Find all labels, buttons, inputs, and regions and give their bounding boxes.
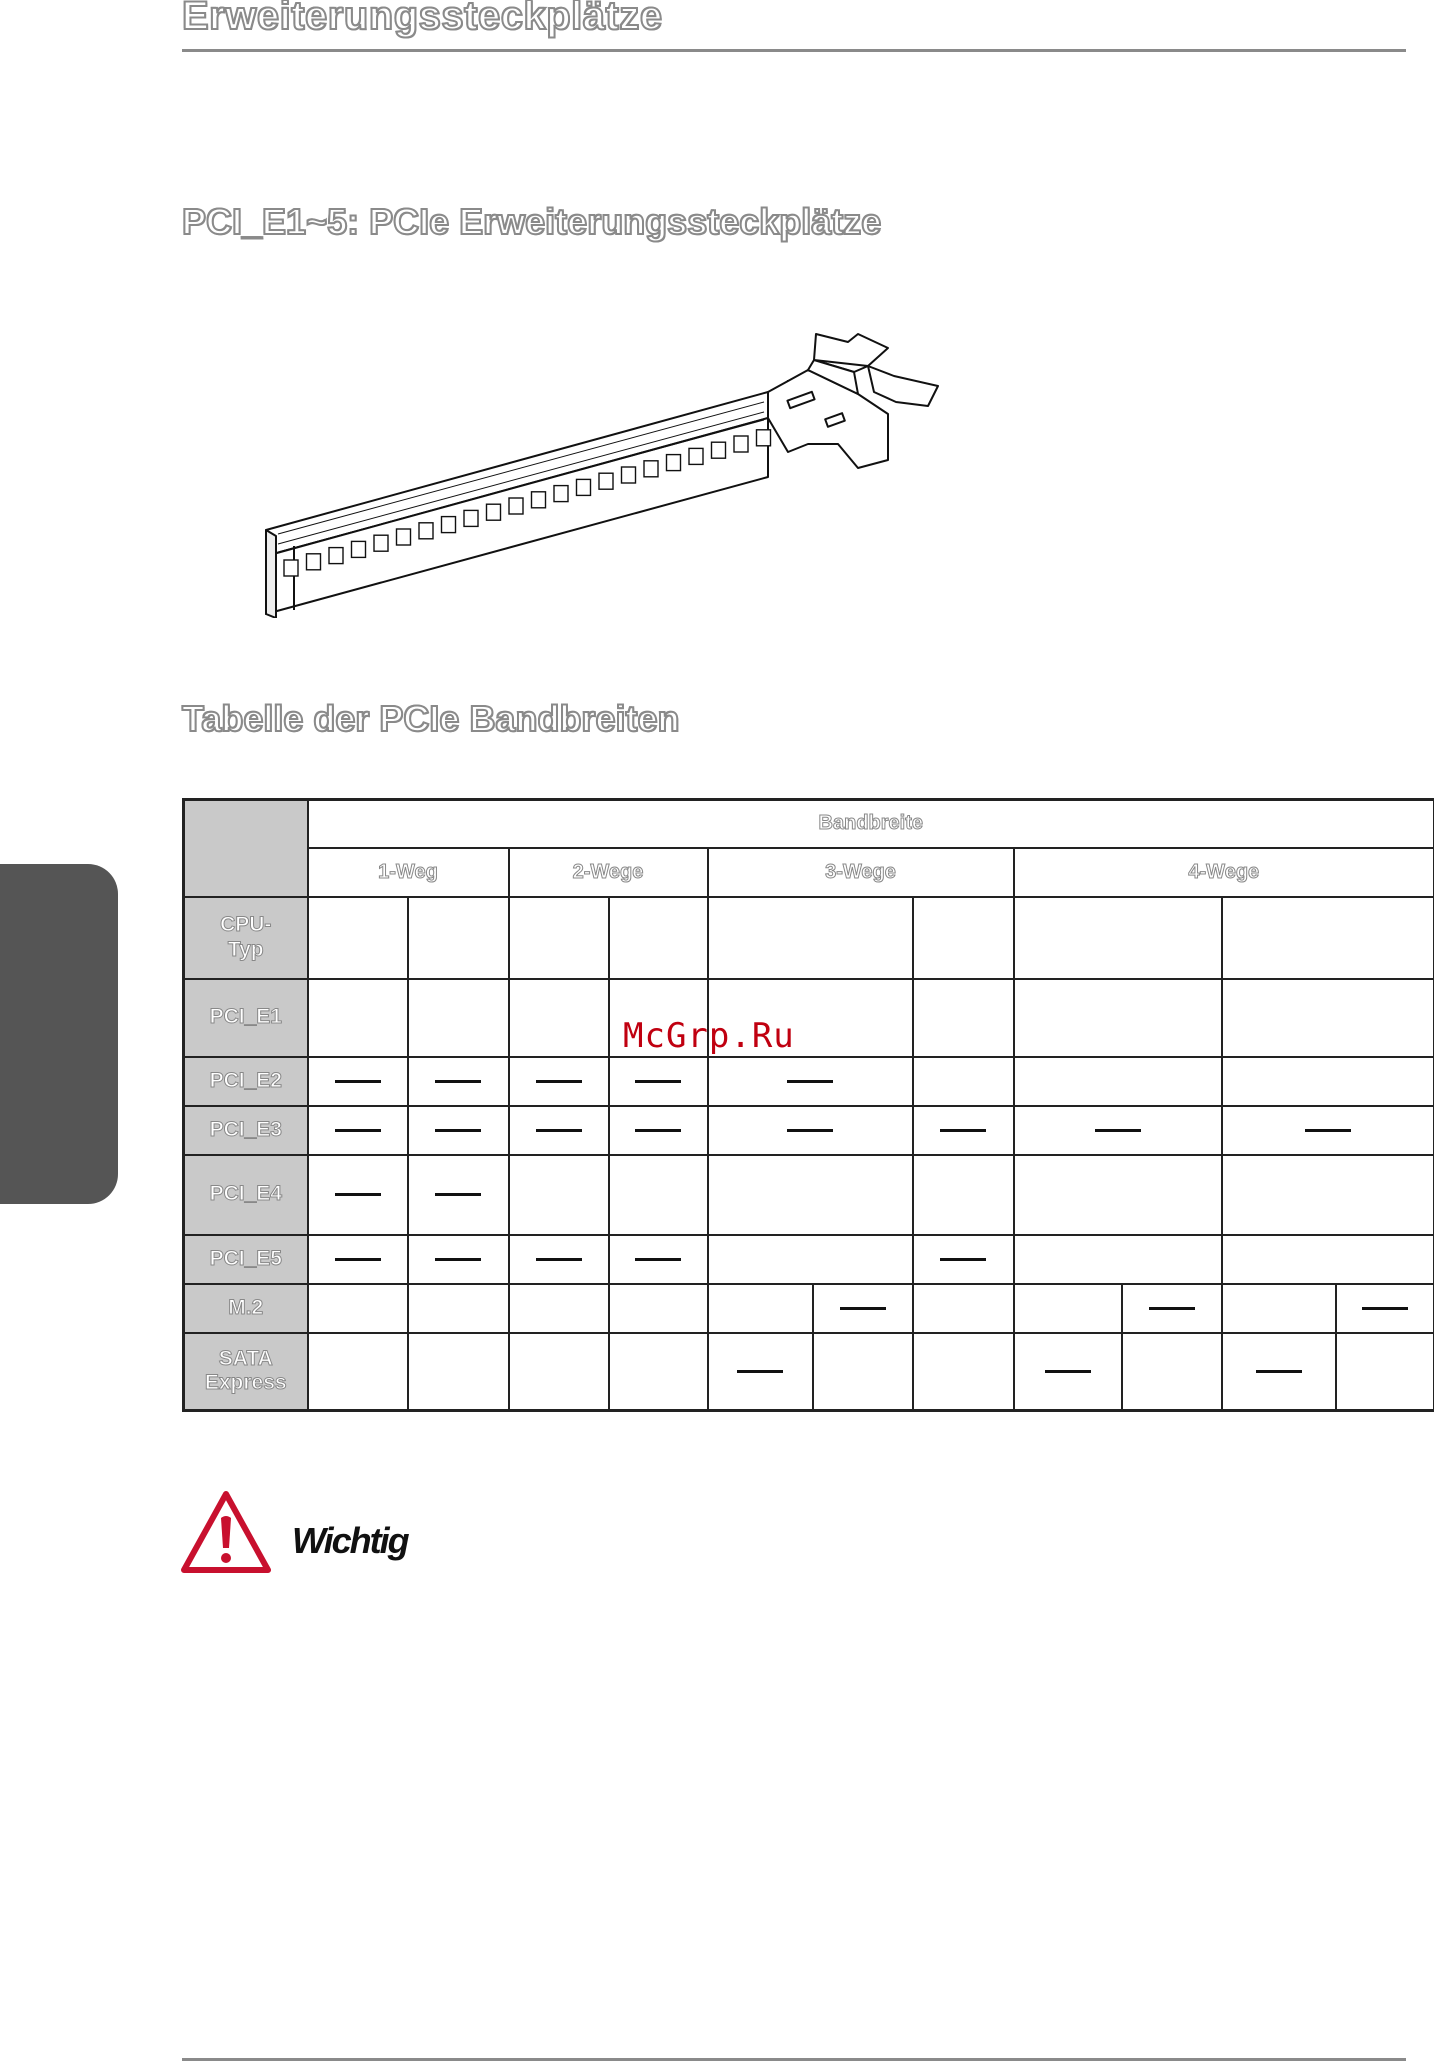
dash-mark: [536, 1080, 582, 1083]
dash-mark: [1045, 1370, 1091, 1373]
row-label-pci-e5: PCI_E5: [184, 1235, 308, 1284]
table-row-pci-e5: [184, 1235, 1434, 1284]
row-label-sata-express: SATA Express: [184, 1333, 308, 1411]
table-row-cpu: [184, 897, 1434, 979]
row-label-pci-e4: PCI_E4: [184, 1155, 308, 1235]
dash-mark: [435, 1129, 481, 1132]
row-label-m2: M.2: [184, 1284, 308, 1333]
dash-mark: [737, 1370, 783, 1373]
slot-pin: [667, 455, 681, 471]
slot-pin: [487, 504, 501, 520]
bandwidth-header: Bandbreite: [308, 800, 1434, 848]
group-2-way: 2-Wege: [509, 848, 708, 897]
dash-mark: [335, 1080, 381, 1083]
dash-mark: [1362, 1307, 1408, 1310]
dash-mark: [635, 1080, 681, 1083]
slot-pin: [329, 548, 343, 564]
dash-mark: [335, 1193, 381, 1196]
title-divider: [182, 49, 1406, 52]
dash-mark: [335, 1258, 381, 1261]
dash-mark: [435, 1080, 481, 1083]
group-1-way: 1-Weg: [308, 848, 509, 897]
dash-mark: [787, 1129, 833, 1132]
dash-mark: [635, 1258, 681, 1261]
row-label-pci-e3: PCI_E3: [184, 1106, 308, 1155]
dash-mark: [1095, 1129, 1141, 1132]
dash-mark: [536, 1258, 582, 1261]
table-corner-cell: [184, 800, 308, 897]
warning-label: Wichtig: [292, 1520, 408, 1561]
dash-mark: [1256, 1370, 1302, 1373]
table-group-row: [184, 848, 1434, 897]
slot-pin: [599, 473, 613, 489]
dash-mark: [435, 1193, 481, 1196]
row-label-cpu: CPU- Typ: [184, 897, 308, 979]
warning-icon: [180, 1488, 272, 1576]
slot-pin: [734, 436, 748, 452]
slot-pin: [397, 529, 411, 545]
dash-mark: [940, 1129, 986, 1132]
group-3-way: 3-Wege: [708, 848, 1014, 897]
slot-pin: [757, 430, 771, 446]
table-row-pci-e2: [184, 1057, 1434, 1106]
table-row-pci-e3: [184, 1106, 1434, 1155]
dash-mark: [1305, 1129, 1351, 1132]
slot-pin: [464, 510, 478, 526]
dash-mark: [940, 1258, 986, 1261]
row-label-pci-e1: PCI_E1: [184, 979, 308, 1057]
table-row-pci-e4: [184, 1155, 1434, 1235]
dash-mark: [635, 1129, 681, 1132]
slot-pin: [622, 467, 636, 483]
pcie-bandwidth-table: [182, 798, 1434, 1412]
section-title-bandwidth-table: Tabelle der PCIe Bandbreiten: [182, 698, 680, 739]
footer-divider: [182, 2058, 1406, 2061]
slot-pin: [689, 448, 703, 464]
watermark-text: McGrp.Ru: [623, 1016, 795, 1056]
slot-pin: [577, 479, 591, 495]
side-chapter-tab: [0, 864, 118, 1204]
dash-mark: [787, 1080, 833, 1083]
slot-pin: [307, 554, 321, 570]
table-row-m2: [184, 1284, 1434, 1333]
page-title: Erweiterungssteckplätze: [182, 0, 663, 38]
slot-pin: [712, 442, 726, 458]
slot-pin: [352, 541, 366, 557]
slot-pin: [442, 517, 456, 533]
slot-pin: [644, 461, 658, 477]
table-header-row: [184, 800, 1434, 848]
slot-pin: [554, 486, 568, 502]
dash-mark: [840, 1307, 886, 1310]
table-row-sata-express: [184, 1333, 1434, 1411]
pcie-slot-illustration: [248, 332, 950, 618]
row-label-pci-e2: PCI_E2: [184, 1057, 308, 1106]
slot-pin: [284, 560, 298, 576]
slot-pin: [374, 535, 388, 551]
table-row-pci-e1: [184, 979, 1434, 1057]
group-4-way: 4-Wege: [1014, 848, 1434, 897]
dash-mark: [335, 1129, 381, 1132]
dash-mark: [1149, 1307, 1195, 1310]
slot-pin: [509, 498, 523, 514]
dash-mark: [435, 1258, 481, 1261]
slot-pin: [532, 492, 546, 508]
section-title-pcie-slots: PCI_E1~5: PCIe Erweiterungssteckplätze: [182, 201, 882, 242]
dash-mark: [536, 1129, 582, 1132]
slot-pin: [419, 523, 433, 539]
